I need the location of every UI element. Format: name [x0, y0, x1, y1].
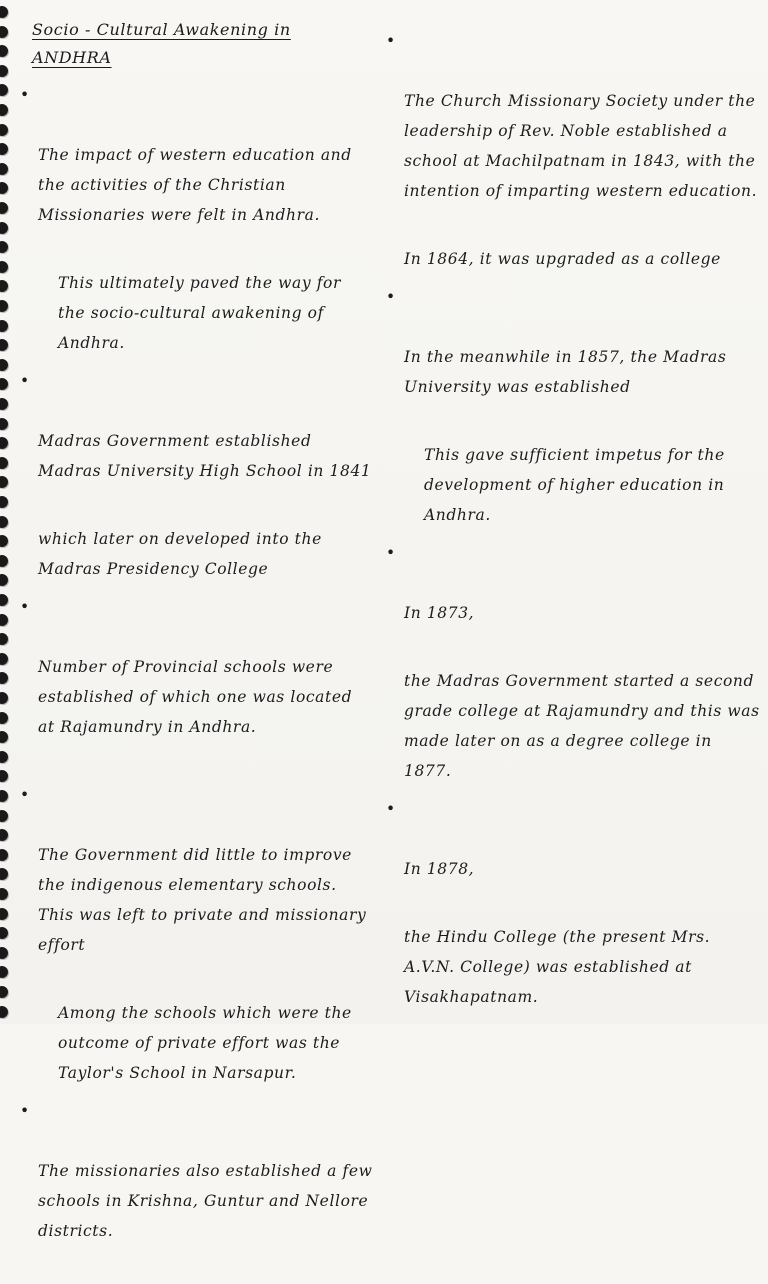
binding-hole — [0, 849, 8, 861]
binding-hole — [0, 868, 8, 880]
note-1873 — [384, 538, 760, 658]
note-indigenous-schools — [18, 780, 373, 990]
binding-hole — [0, 124, 8, 136]
binding-hole — [0, 457, 8, 469]
note-continuation: This ultimately paved the way for the socio-cultural awakening of Andhra. — [58, 274, 341, 352]
bullet-icon: • — [386, 32, 396, 50]
binding-hole — [0, 712, 8, 724]
note-continuation: the Hindu College (the present Mrs. A.V.N. College) was established at Visakhapatnam. — [404, 928, 711, 1006]
bullet-icon: • — [386, 544, 396, 562]
binding-hole — [0, 418, 8, 430]
note-impact-western-education — [18, 80, 373, 260]
binding-hole — [0, 516, 8, 528]
binding-hole — [0, 927, 8, 939]
note-madras-university — [384, 282, 760, 432]
binding-hole — [0, 222, 8, 234]
binding-hole — [0, 1006, 8, 1018]
binding-hole — [0, 182, 8, 194]
note-continuation: In 1864, it was upgraded as a college — [404, 250, 721, 268]
note-continuation: This gave sufficient impetus for the development of higher education in Andhra. — [424, 446, 725, 524]
binding-hole — [0, 320, 8, 332]
binding-hole — [0, 437, 8, 449]
note-text: The impact of western education and the activities of the Christian Missionaries were felt in Andhra. — [38, 146, 352, 224]
binding-hole — [0, 280, 8, 292]
spiral-binding — [0, 0, 14, 1024]
binding-hole — [0, 104, 8, 116]
bullet-icon: • — [20, 1102, 30, 1120]
binding-hole — [0, 574, 8, 586]
binding-hole — [0, 594, 8, 606]
note-text: In the meanwhile in 1857, the Madras University was established — [404, 348, 727, 396]
binding-hole — [0, 633, 8, 645]
note-text: The missionaries also established a few schools in Krishna, Guntur and Nellore districts. — [38, 1162, 373, 1240]
binding-hole — [0, 6, 8, 18]
binding-hole — [0, 829, 8, 841]
binding-hole — [0, 65, 8, 77]
note-text: The Church Missionary Society under the leadership of Rev. Noble established a school at Machilpatnam in 1843, with the intention of imparting western education. — [404, 92, 758, 200]
bullet-icon: • — [20, 598, 30, 616]
binding-hole — [0, 790, 8, 802]
binding-hole — [0, 986, 8, 998]
binding-hole — [0, 496, 8, 508]
binding-hole — [0, 908, 8, 920]
bullet-icon: • — [20, 372, 30, 390]
bullet-icon: • — [20, 86, 30, 104]
binding-hole — [0, 339, 8, 351]
binding-hole — [0, 300, 8, 312]
binding-hole — [0, 26, 8, 38]
binding-hole — [0, 143, 8, 155]
bullet-icon: • — [386, 800, 396, 818]
note-text: In 1878, — [404, 860, 475, 878]
binding-hole — [0, 202, 8, 214]
note-missionary-schools — [18, 1096, 373, 1276]
note-madras-university-high-school — [18, 366, 373, 516]
binding-hole — [0, 359, 8, 371]
binding-hole — [0, 672, 8, 684]
binding-hole — [0, 810, 8, 822]
note-text: The Government did little to improve the indigenous elementary schools. This was left to private and missionary effort — [38, 846, 367, 954]
bullet-icon: • — [386, 288, 396, 306]
binding-hole — [0, 535, 8, 547]
binding-hole — [0, 966, 8, 978]
binding-hole — [0, 731, 8, 743]
binding-hole — [0, 947, 8, 959]
binding-hole — [0, 555, 8, 567]
binding-hole — [0, 84, 8, 96]
left-column — [18, 16, 373, 1284]
binding-hole — [0, 378, 8, 390]
binding-hole — [0, 241, 8, 253]
note-1878 — [384, 794, 760, 914]
note-text: Number of Provincial schools were established of which one was located at Rajamundry in Andhra. — [38, 658, 353, 736]
note-continuation: which later on developed into the Madras Presidency College — [38, 530, 322, 578]
binding-hole — [0, 770, 8, 782]
note-continuation: Among the schools which were the outcome of private effort was the Taylor's School in Narsapur. — [58, 1004, 352, 1082]
binding-hole — [0, 45, 8, 57]
note-text: In 1873, — [404, 604, 475, 622]
note-continuation: the Madras Government started a second grade college at Rajamundry and this was made later on as a degree college in 1877. — [404, 672, 760, 780]
binding-hole — [0, 163, 8, 175]
binding-hole — [0, 398, 8, 410]
binding-hole — [0, 653, 8, 665]
binding-hole — [0, 614, 8, 626]
note-provincial-schools — [18, 592, 373, 772]
binding-hole — [0, 261, 8, 273]
bullet-icon: • — [20, 786, 30, 804]
binding-hole — [0, 476, 8, 488]
page-title: Socio - Cultural Awakening in ANDHRA — [32, 20, 291, 67]
note-text: Madras Government established Madras University High School in 1841 — [38, 432, 372, 480]
binding-hole — [0, 888, 8, 900]
note-church-missionary-society — [384, 26, 760, 236]
binding-hole — [0, 692, 8, 704]
right-column — [384, 26, 760, 1020]
binding-hole — [0, 751, 8, 763]
